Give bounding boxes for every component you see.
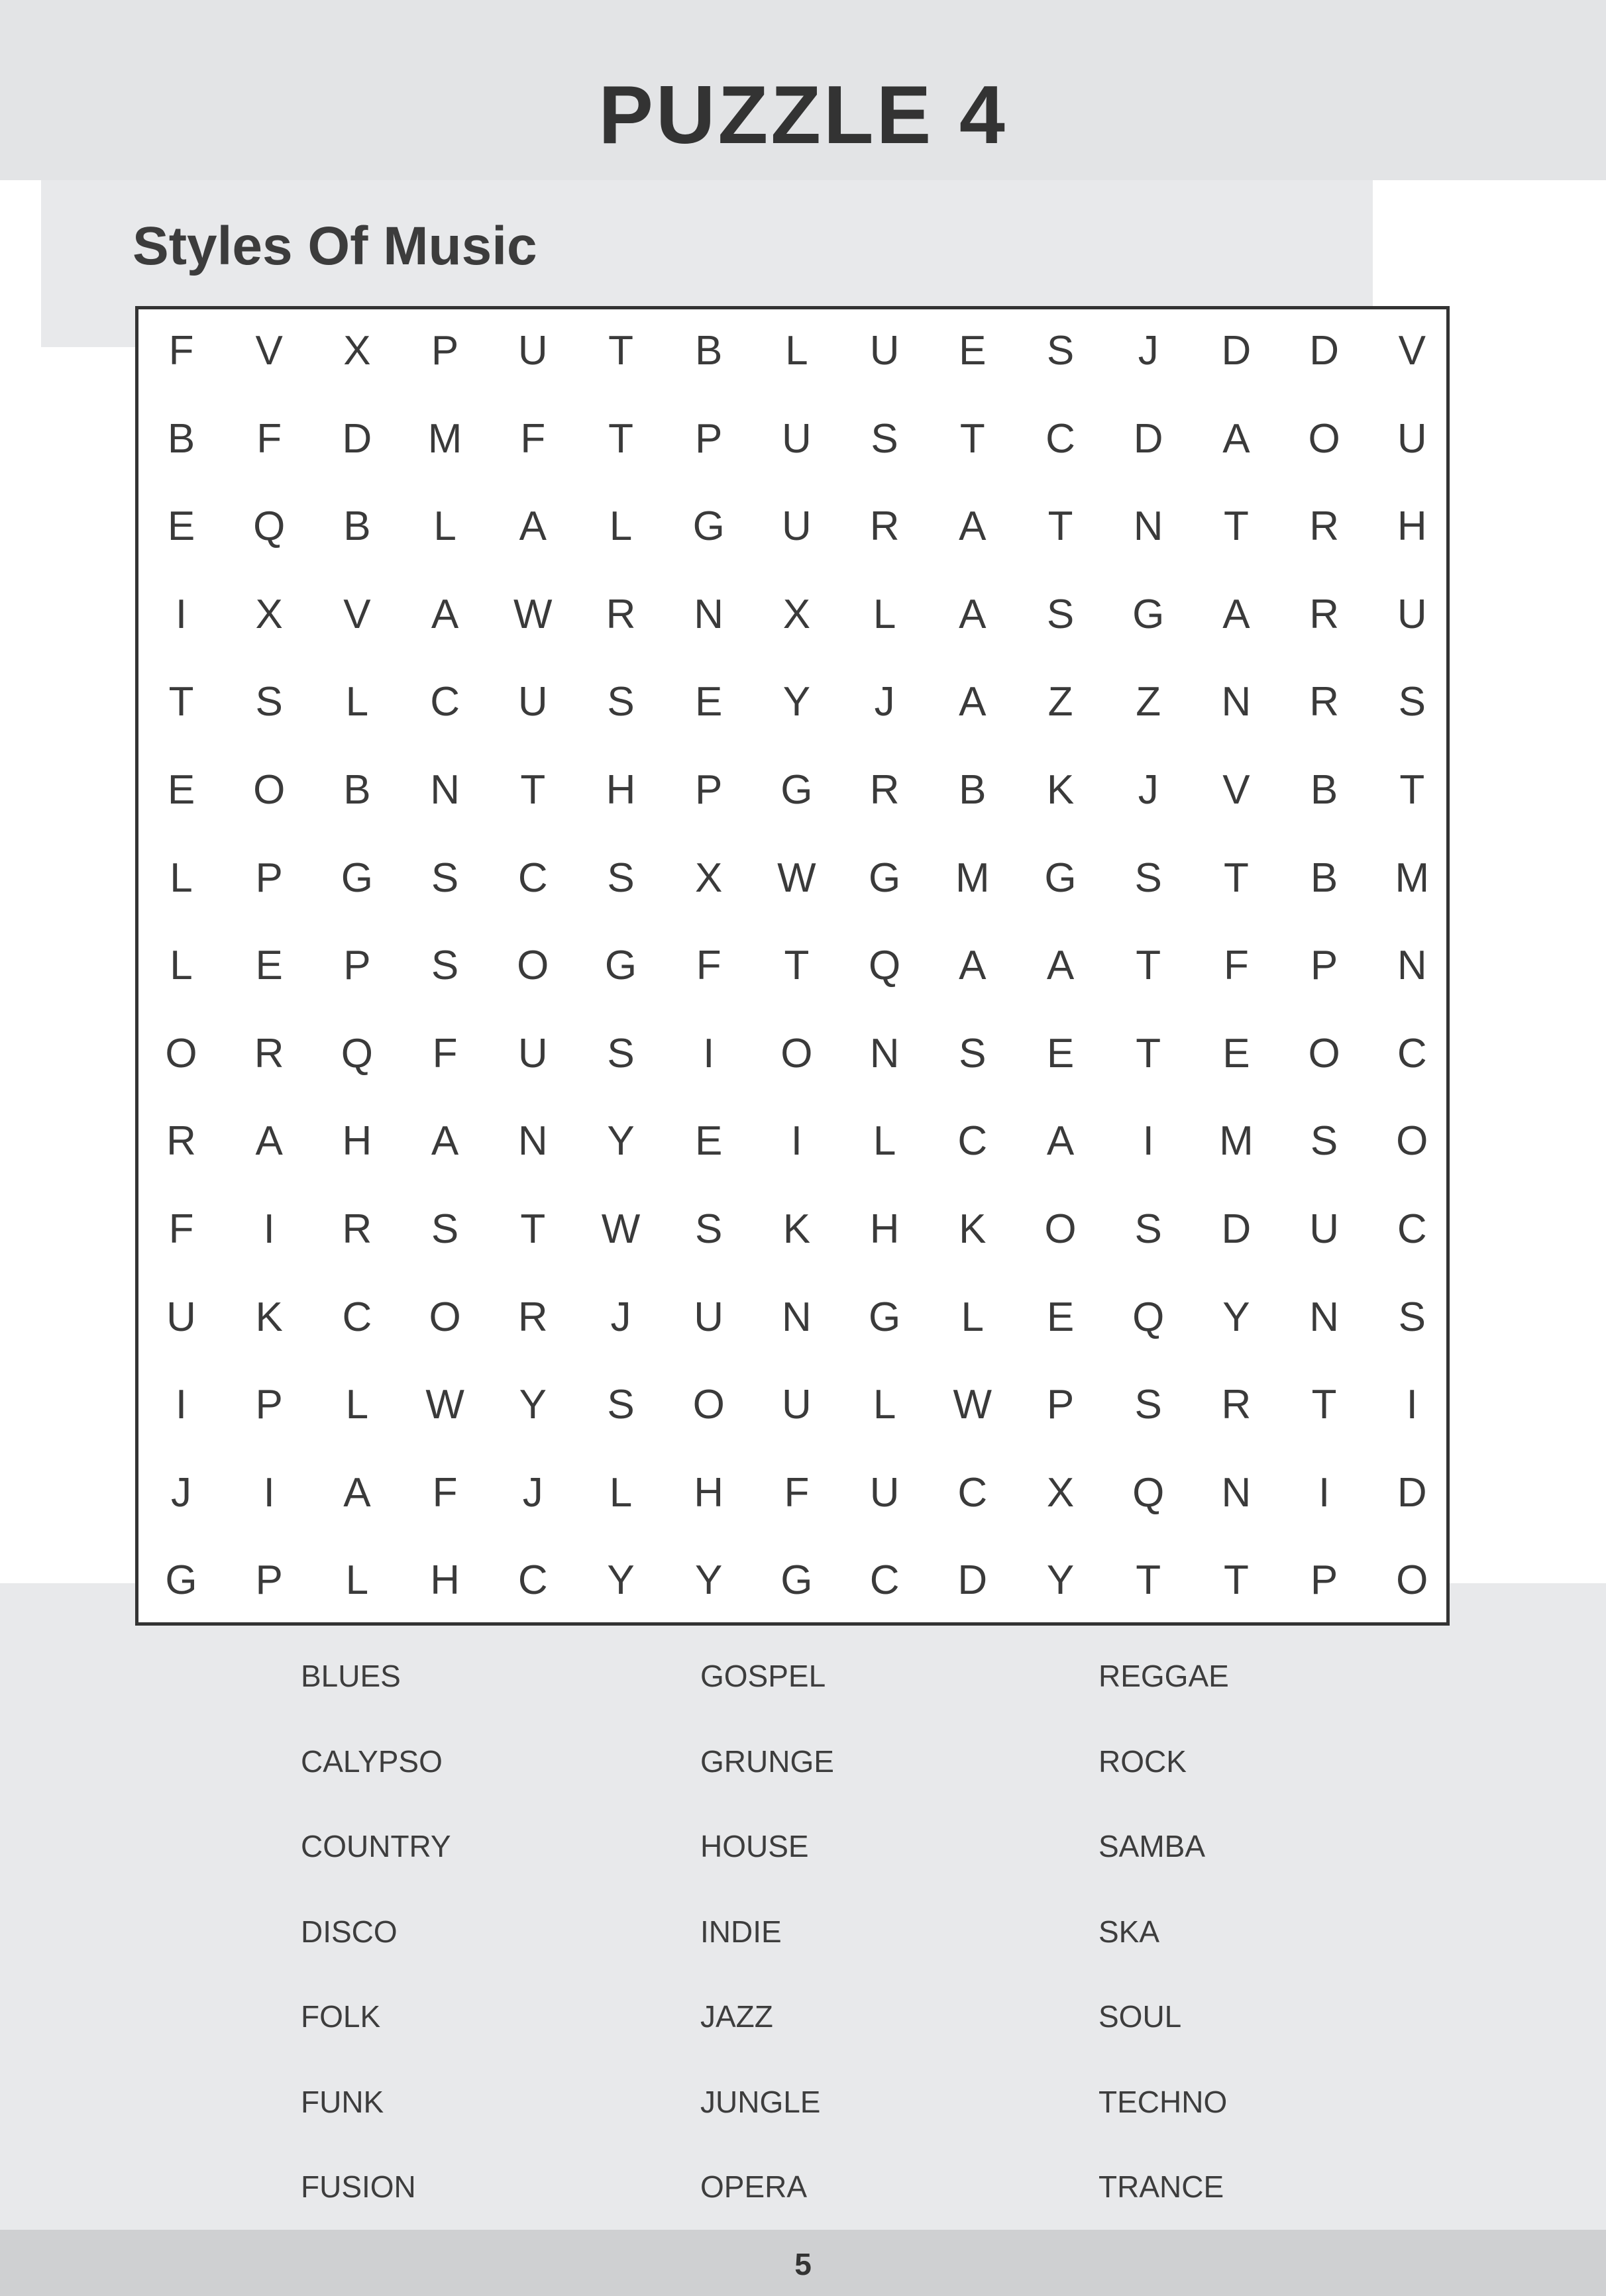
- grid-cell[interactable]: I: [1318, 1469, 1330, 1516]
- grid-cell[interactable]: A: [1046, 1118, 1075, 1165]
- grid-cell[interactable]: V: [1222, 767, 1250, 813]
- grid-cell[interactable]: Y: [1222, 1294, 1250, 1340]
- grid-cell[interactable]: H: [606, 767, 636, 813]
- grid-cell[interactable]: A: [1046, 943, 1075, 989]
- grid-cell[interactable]: F: [168, 1206, 194, 1252]
- grid-cell[interactable]: Q: [1132, 1294, 1165, 1340]
- grid-row: [135, 747, 1454, 834]
- grid-cell[interactable]: U: [166, 1294, 196, 1340]
- grid-cell[interactable]: C: [517, 1557, 548, 1604]
- grid-cell[interactable]: A: [343, 1469, 371, 1516]
- grid-cell[interactable]: J: [874, 679, 895, 725]
- grid-cell[interactable]: S: [1046, 328, 1075, 374]
- grid-cell[interactable]: S: [607, 855, 635, 901]
- grid-cell[interactable]: S: [1046, 591, 1075, 637]
- grid-cell[interactable]: A: [959, 679, 987, 725]
- grid-cell[interactable]: H: [430, 1557, 460, 1604]
- grid-cell[interactable]: I: [790, 1118, 802, 1165]
- grid-cell[interactable]: M: [955, 855, 990, 901]
- grid-cell[interactable]: O: [780, 1030, 813, 1076]
- grid-row: [135, 1361, 1454, 1449]
- page-number: 5: [794, 2247, 812, 2281]
- word-search-grid: [135, 306, 1454, 1626]
- grid-cell[interactable]: C: [957, 1118, 988, 1165]
- grid-cell[interactable]: N: [1221, 679, 1252, 725]
- grid-cell[interactable]: P: [695, 415, 723, 462]
- grid-cell[interactable]: A: [959, 503, 987, 550]
- grid-cell[interactable]: F: [256, 415, 282, 462]
- puzzle-title: PUZZLE 4: [598, 70, 1008, 161]
- grid-cell[interactable]: R: [869, 767, 900, 813]
- grid-cell[interactable]: B: [343, 503, 371, 550]
- grid-cell[interactable]: N: [1221, 1469, 1252, 1516]
- grid-cell[interactable]: E: [167, 767, 195, 813]
- grid-cell[interactable]: C: [517, 855, 548, 901]
- grid-cell[interactable]: S: [1134, 1206, 1162, 1252]
- word-list-item: COUNTRY: [301, 1829, 451, 1863]
- grid-cell[interactable]: X: [782, 591, 811, 637]
- grid-cell[interactable]: B: [1310, 855, 1338, 901]
- grid-cell[interactable]: T: [959, 415, 985, 462]
- grid-cell[interactable]: D: [1221, 1206, 1252, 1252]
- grid-cell[interactable]: R: [1309, 503, 1339, 550]
- grid-cell[interactable]: T: [1136, 1030, 1161, 1076]
- grid-cell[interactable]: Q: [253, 503, 286, 550]
- grid-cell[interactable]: D: [957, 1557, 988, 1604]
- grid-cell[interactable]: C: [1397, 1030, 1427, 1076]
- grid-cell[interactable]: Y: [607, 1118, 635, 1165]
- grid-cell[interactable]: F: [432, 1469, 458, 1516]
- grid-cell[interactable]: T: [520, 767, 546, 813]
- grid-cell[interactable]: C: [430, 679, 460, 725]
- grid-cell[interactable]: T: [1223, 503, 1249, 550]
- grid-cell[interactable]: L: [170, 855, 193, 901]
- grid-cell[interactable]: O: [1396, 1557, 1428, 1604]
- grid-cell[interactable]: C: [1045, 415, 1075, 462]
- grid-cell[interactable]: N: [694, 591, 724, 637]
- grid-cell[interactable]: A: [519, 503, 547, 550]
- grid-cell[interactable]: T: [520, 1206, 546, 1252]
- grid-cell[interactable]: J: [522, 1469, 543, 1516]
- grid-cell[interactable]: F: [168, 328, 194, 374]
- grid-cell[interactable]: S: [1134, 855, 1162, 901]
- grid-cell[interactable]: R: [1221, 1382, 1252, 1428]
- word-list-item: DISCO: [301, 1914, 398, 1949]
- grid-cell[interactable]: S: [1310, 1118, 1338, 1165]
- grid-cell[interactable]: U: [782, 415, 812, 462]
- grid-cell[interactable]: A: [959, 591, 987, 637]
- grid-cell[interactable]: T: [608, 415, 633, 462]
- grid-cell[interactable]: P: [431, 328, 459, 374]
- grid-cell[interactable]: L: [785, 328, 808, 374]
- grid-cell[interactable]: M: [1395, 855, 1430, 901]
- grid-cell[interactable]: U: [869, 328, 900, 374]
- word-list-item: SKA: [1098, 1914, 1160, 1949]
- grid-cell[interactable]: W: [777, 855, 816, 901]
- grid-cell[interactable]: W: [953, 1382, 992, 1428]
- grid-cell[interactable]: Q: [341, 1030, 373, 1076]
- grid-cell[interactable]: L: [961, 1294, 985, 1340]
- grid-cell[interactable]: F: [1223, 943, 1249, 989]
- grid-cell[interactable]: B: [959, 767, 987, 813]
- grid-cell[interactable]: D: [1397, 1469, 1427, 1516]
- grid-cell[interactable]: V: [343, 591, 371, 637]
- grid-cell[interactable]: S: [959, 1030, 987, 1076]
- grid-cell[interactable]: I: [263, 1469, 275, 1516]
- grid-cell[interactable]: L: [609, 1469, 633, 1516]
- grid-cell[interactable]: L: [170, 943, 193, 989]
- grid-cell[interactable]: S: [607, 1030, 635, 1076]
- grid-row: [135, 1274, 1454, 1361]
- grid-cell[interactable]: S: [607, 679, 635, 725]
- grid-cell[interactable]: X: [343, 328, 371, 374]
- grid-cell[interactable]: T: [784, 943, 810, 989]
- grid-cell[interactable]: F: [520, 415, 546, 462]
- grid-cell[interactable]: P: [255, 1557, 283, 1604]
- grid-cell[interactable]: G: [868, 855, 901, 901]
- grid-cell[interactable]: L: [873, 1118, 896, 1165]
- grid-cell[interactable]: Z: [1047, 679, 1073, 725]
- word-list-item: JUNGLE: [700, 2084, 821, 2119]
- word-list-item: TRANCE: [1098, 2169, 1224, 2204]
- grid-cell[interactable]: G: [1044, 855, 1077, 901]
- grid-cell[interactable]: Q: [1132, 1469, 1165, 1516]
- grid-cell[interactable]: T: [1399, 767, 1425, 813]
- grid-cell[interactable]: L: [345, 679, 369, 725]
- grid-cell[interactable]: D: [1133, 415, 1163, 462]
- grid-cell[interactable]: C: [342, 1294, 372, 1340]
- grid-cell[interactable]: L: [433, 503, 456, 550]
- grid-cell[interactable]: H: [1397, 503, 1427, 550]
- grid-cell[interactable]: E: [1046, 1030, 1075, 1076]
- grid-cell[interactable]: F: [784, 1469, 810, 1516]
- grid-cell[interactable]: G: [604, 943, 637, 989]
- grid-cell[interactable]: E: [1046, 1294, 1075, 1340]
- grid-cell[interactable]: N: [1133, 503, 1163, 550]
- grid-cell[interactable]: N: [1397, 943, 1427, 989]
- grid-cell[interactable]: W: [425, 1382, 464, 1428]
- grid-cell[interactable]: A: [255, 1118, 283, 1165]
- word-list-item: SOUL: [1098, 1999, 1182, 2034]
- grid-cell[interactable]: S: [607, 1382, 635, 1428]
- grid-cell[interactable]: O: [692, 1382, 725, 1428]
- grid-cell[interactable]: R: [1309, 679, 1339, 725]
- grid-cell[interactable]: J: [610, 1294, 631, 1340]
- word-list-item: OPERA: [700, 2169, 808, 2204]
- grid-cell[interactable]: J: [171, 1469, 191, 1516]
- grid-cell[interactable]: Y: [607, 1557, 635, 1604]
- word-list-item: BLUES: [301, 1659, 401, 1693]
- grid-row: [135, 1186, 1454, 1273]
- grid-cell[interactable]: K: [959, 1206, 987, 1252]
- grid-cell[interactable]: U: [1397, 415, 1427, 462]
- grid-row: [135, 922, 1454, 1010]
- grid-cell[interactable]: I: [175, 591, 187, 637]
- grid-cell[interactable]: N: [517, 1118, 548, 1165]
- grid-cell[interactable]: L: [609, 503, 633, 550]
- word-list-item: CALYPSO: [301, 1744, 443, 1779]
- word-list-item: TECHNO: [1098, 2084, 1228, 2119]
- grid-cell[interactable]: U: [782, 503, 812, 550]
- grid-row: [135, 658, 1454, 746]
- grid-cell[interactable]: D: [1309, 328, 1339, 374]
- word-list-item: GRUNGE: [700, 1744, 834, 1779]
- grid-cell[interactable]: R: [1309, 591, 1339, 637]
- grid-cell[interactable]: T: [1223, 1557, 1249, 1604]
- grid-cell[interactable]: U: [517, 679, 548, 725]
- grid-cell[interactable]: F: [696, 943, 722, 989]
- grid-cell[interactable]: P: [695, 767, 723, 813]
- grid-cell[interactable]: R: [606, 591, 636, 637]
- grid-cell[interactable]: T: [1311, 1382, 1337, 1428]
- grid-cell[interactable]: G: [780, 767, 813, 813]
- grid-cell[interactable]: P: [255, 855, 283, 901]
- grid-cell[interactable]: X: [695, 855, 723, 901]
- grid-cell[interactable]: O: [1308, 415, 1340, 462]
- grid-cell[interactable]: E: [695, 679, 723, 725]
- grid-cell[interactable]: O: [429, 1294, 461, 1340]
- grid-cell[interactable]: C: [1397, 1206, 1427, 1252]
- grid-cell[interactable]: S: [1134, 1382, 1162, 1428]
- word-list-item: REGGAE: [1098, 1659, 1229, 1693]
- grid-cell[interactable]: S: [871, 415, 898, 462]
- grid-cell[interactable]: S: [431, 855, 459, 901]
- grid-cell[interactable]: B: [695, 328, 723, 374]
- grid-cell[interactable]: N: [782, 1294, 812, 1340]
- word-list-item: FUSION: [301, 2169, 416, 2204]
- grid-cell[interactable]: G: [780, 1557, 813, 1604]
- grid-cell[interactable]: U: [517, 1030, 548, 1076]
- grid-cell[interactable]: P: [1046, 1382, 1075, 1428]
- grid-cell[interactable]: A: [1222, 415, 1250, 462]
- grid-row: [135, 571, 1454, 658]
- grid-cell[interactable]: T: [1047, 503, 1073, 550]
- grid-cell[interactable]: O: [517, 943, 549, 989]
- word-list-item: INDIE: [700, 1914, 782, 1949]
- grid-row: [135, 1449, 1454, 1537]
- grid-row: [135, 483, 1454, 570]
- grid-cell[interactable]: R: [342, 1206, 372, 1252]
- grid-cell[interactable]: U: [694, 1294, 724, 1340]
- grid-cell[interactable]: N: [430, 767, 460, 813]
- grid-cell[interactable]: A: [431, 1118, 459, 1165]
- grid-cell[interactable]: M: [1219, 1118, 1254, 1165]
- grid-cell[interactable]: S: [255, 679, 283, 725]
- grid-cell[interactable]: G: [165, 1557, 197, 1604]
- grid-cell[interactable]: T: [1136, 943, 1161, 989]
- word-list-item: FUNK: [301, 2084, 384, 2119]
- grid-cell[interactable]: J: [1138, 328, 1159, 374]
- grid-cell[interactable]: S: [695, 1206, 723, 1252]
- word-list-item: FOLK: [301, 1999, 381, 2034]
- grid-cell[interactable]: E: [167, 503, 195, 550]
- grid-cell[interactable]: G: [1132, 591, 1165, 637]
- grid-cell[interactable]: D: [1221, 328, 1252, 374]
- grid-cell[interactable]: I: [1406, 1382, 1418, 1428]
- grid-cell[interactable]: G: [868, 1294, 901, 1340]
- grid-cell[interactable]: H: [869, 1206, 900, 1252]
- grid-cell[interactable]: X: [255, 591, 283, 637]
- grid-cell[interactable]: O: [1308, 1030, 1340, 1076]
- grid-cell[interactable]: Q: [868, 943, 901, 989]
- grid-row: [135, 395, 1454, 483]
- grid-cell[interactable]: O: [1044, 1206, 1077, 1252]
- grid-cell[interactable]: I: [1142, 1118, 1154, 1165]
- grid-cell[interactable]: K: [782, 1206, 811, 1252]
- grid-row: [135, 835, 1454, 922]
- grid-cell[interactable]: L: [345, 1557, 369, 1604]
- grid-cell[interactable]: U: [1397, 591, 1427, 637]
- grid-cell[interactable]: R: [254, 1030, 284, 1076]
- grid-cell[interactable]: Y: [782, 679, 811, 725]
- grid-cell[interactable]: J: [1138, 767, 1159, 813]
- grid-cell[interactable]: D: [342, 415, 372, 462]
- grid-cell[interactable]: U: [517, 328, 548, 374]
- grid-cell[interactable]: W: [513, 591, 553, 637]
- grid-cell[interactable]: L: [345, 1382, 369, 1428]
- grid-cell[interactable]: B: [167, 415, 195, 462]
- word-list-item: GOSPEL: [700, 1659, 826, 1693]
- grid-row: [135, 307, 1454, 395]
- grid-cell[interactable]: O: [165, 1030, 197, 1076]
- grid-cell[interactable]: X: [1046, 1469, 1075, 1516]
- word-list-item: JAZZ: [700, 1999, 773, 2034]
- puzzle-subtitle: Styles Of Music: [133, 216, 537, 276]
- grid-cell[interactable]: N: [869, 1030, 900, 1076]
- grid-cell[interactable]: E: [255, 943, 283, 989]
- grid-cell[interactable]: V: [1398, 328, 1426, 374]
- grid-cell[interactable]: M: [427, 415, 462, 462]
- grid-cell[interactable]: V: [255, 328, 283, 374]
- grid-cell[interactable]: Z: [1136, 679, 1161, 725]
- grid-cell[interactable]: S: [431, 943, 459, 989]
- grid-cell[interactable]: R: [166, 1118, 196, 1165]
- grid-cell[interactable]: P: [255, 1382, 283, 1428]
- grid-cell[interactable]: E: [1222, 1030, 1250, 1076]
- grid-cell[interactable]: E: [959, 328, 987, 374]
- grid-cell[interactable]: N: [1309, 1294, 1339, 1340]
- grid-cell[interactable]: C: [957, 1469, 988, 1516]
- grid-cell[interactable]: U: [869, 1469, 900, 1516]
- grid-cell[interactable]: F: [432, 1030, 458, 1076]
- grid-cell[interactable]: Y: [1046, 1557, 1075, 1604]
- grid-cell[interactable]: A: [431, 591, 459, 637]
- grid-cell[interactable]: S: [1398, 679, 1426, 725]
- grid-cell[interactable]: G: [692, 503, 725, 550]
- grid-cell[interactable]: U: [782, 1382, 812, 1428]
- word-list-item: HOUSE: [700, 1829, 809, 1863]
- grid-cell[interactable]: B: [343, 767, 371, 813]
- grid-cell[interactable]: U: [1309, 1206, 1339, 1252]
- grid-cell[interactable]: B: [1310, 767, 1338, 813]
- grid-row: [135, 1537, 1454, 1624]
- word-list-item: ROCK: [1098, 1744, 1187, 1779]
- grid-cell[interactable]: T: [608, 328, 633, 374]
- grid-cell[interactable]: T: [1136, 1557, 1161, 1604]
- grid-cell[interactable]: P: [1310, 1557, 1338, 1604]
- grid-row: [135, 1098, 1454, 1185]
- grid-cell[interactable]: K: [1046, 767, 1075, 813]
- grid-cell[interactable]: A: [959, 943, 987, 989]
- grid-cell[interactable]: T: [1223, 855, 1249, 901]
- grid-cell[interactable]: A: [1222, 591, 1250, 637]
- grid-row: [135, 1010, 1454, 1098]
- grid-cell[interactable]: R: [869, 503, 900, 550]
- grid-cell[interactable]: H: [694, 1469, 724, 1516]
- grid-cell[interactable]: O: [1396, 1118, 1428, 1165]
- grid-cell[interactable]: T: [168, 679, 194, 725]
- grid-cell[interactable]: O: [253, 767, 286, 813]
- grid-cell[interactable]: G: [341, 855, 373, 901]
- word-list-item: SAMBA: [1098, 1829, 1206, 1863]
- grid-cell[interactable]: I: [703, 1030, 715, 1076]
- grid-cell[interactable]: S: [1398, 1294, 1426, 1340]
- grid-cell[interactable]: I: [175, 1382, 187, 1428]
- grid-cell[interactable]: P: [343, 943, 371, 989]
- grid-cell[interactable]: Y: [519, 1382, 547, 1428]
- grid-cell[interactable]: H: [342, 1118, 372, 1165]
- grid-cell[interactable]: L: [873, 1382, 896, 1428]
- grid-cell[interactable]: P: [1310, 943, 1338, 989]
- grid-cell[interactable]: I: [263, 1206, 275, 1252]
- grid-cell[interactable]: W: [601, 1206, 641, 1252]
- grid-cell[interactable]: E: [695, 1118, 723, 1165]
- grid-cell[interactable]: L: [873, 591, 896, 637]
- grid-cell[interactable]: Y: [695, 1557, 723, 1604]
- grid-cell[interactable]: K: [255, 1294, 283, 1340]
- grid-cell[interactable]: R: [517, 1294, 548, 1340]
- grid-cell[interactable]: C: [869, 1557, 900, 1604]
- grid-cell[interactable]: S: [431, 1206, 459, 1252]
